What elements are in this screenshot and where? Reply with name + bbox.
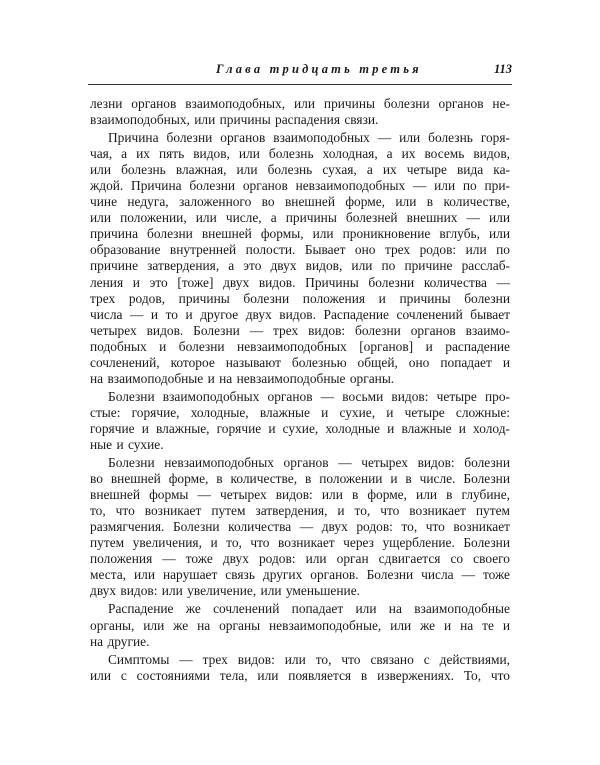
text-line: числа — и то и другое двух видов. Распадение сочленений бывает: [90, 306, 510, 322]
text-line: четырех видов. Болезни — трех видов: болезни органов взаимо-: [90, 322, 510, 338]
text-line: Распадение же сочленений попадает или на взаимоподобные: [108, 601, 510, 617]
text-line: ные и сухие.: [90, 436, 164, 452]
paragraph: [90, 389, 510, 453]
paragraph: [90, 652, 510, 684]
text-line: чая, а их пять видов, или болезнь холодная, а их восемь видов,: [90, 146, 510, 162]
text-line: путем увеличения, и то, что возникает через ущербление. Болезни: [90, 535, 510, 551]
text-line: положения — тоже двух родов: или орган сдвигается со своего: [90, 551, 510, 567]
text-line: причине затвердения, а это двух видов, или по причине расслаб-: [90, 258, 510, 274]
running-title: Глава тридцать третья: [216, 62, 422, 76]
text-line: или болезнь влажная, или болезнь сухая, а их четыре вида ка-: [90, 162, 510, 178]
text-line: ждой. Причина болезни органов невзаимоподобных — или по при-: [90, 178, 510, 194]
paragraph: [90, 96, 510, 128]
text-line: Симптомы — трех видов: или то, что связано с действиями,: [108, 651, 510, 667]
text-line: внешней формы — четырех видов: или в форме, или в глубине,: [90, 487, 510, 503]
text-line: или с состояниями тела, или появляется в извержениях. То, что: [90, 667, 510, 683]
text-line: органы, или же на органы невзаимоподобные, или же и на те и: [90, 617, 510, 633]
text-line: чине недуга, заложенного во внешней форме, или в количестве,: [90, 194, 510, 210]
text-line: на взаимоподобные и на невзаимоподобные органы.: [90, 370, 395, 386]
text-line: во внешней форме, в количестве, в положении и в числе. Болезни: [90, 471, 510, 487]
text-line: размягчения. Болезни количества — двух родов: то, что возникает: [90, 519, 510, 535]
running-header: [88, 62, 512, 82]
text-line: места, или нарушает связь других органов. Болезни числа — тоже: [90, 567, 510, 583]
text-line: ления и это [тоже] двух видов. Причины болезни количества —: [90, 274, 510, 290]
header-rule: [88, 84, 512, 85]
text-line: сочленений, которое называют болезнью общей, оно попадает и: [90, 354, 510, 370]
text-line: на другие.: [90, 633, 150, 649]
text-line: Болезни невзаимоподобных органов — четырех видов: болезни: [108, 455, 510, 471]
text-line: то, что возникает путем затвердения, и то, что возникает путем: [90, 503, 510, 519]
text-line: причина болезни внешней формы, или проникновение вглубь, или: [90, 226, 510, 242]
paragraph: [90, 455, 510, 599]
text-line: Причина болезни органов взаимоподобных — или болезнь горя-: [108, 130, 510, 146]
text-line: стые: горячие, холодные, влажные и сухие, и четыре сложные:: [90, 404, 510, 420]
text-line: взаимоподобных, или причины распадения связи.: [90, 112, 379, 128]
paragraph: [90, 130, 510, 387]
body-text: [90, 96, 510, 686]
text-line: горячие и влажные, горячие и сухие, холодные и влажные и холод-: [90, 420, 510, 436]
text-line: лезни органов взаимоподобных, или причины болезни органов не-: [90, 96, 510, 111]
text-line: или положении, или числе, а причины болезней внешних — или: [90, 210, 510, 226]
text-line: Болезни взаимоподобных органов — восьми видов: четыре про-: [108, 388, 510, 404]
text-line: образование внутренней полости. Бывает оно трех родов: или по: [90, 242, 510, 258]
text-line: двух видов: или увеличение, или уменьшение.: [90, 583, 360, 599]
text-line: подобных и болезни невзаимоподобных [органов] и распадение: [90, 338, 510, 354]
paragraph: [90, 601, 510, 649]
page-number: 113: [493, 62, 512, 76]
text-line: трех родов, причины болезни положения и причины болезни: [90, 290, 510, 306]
